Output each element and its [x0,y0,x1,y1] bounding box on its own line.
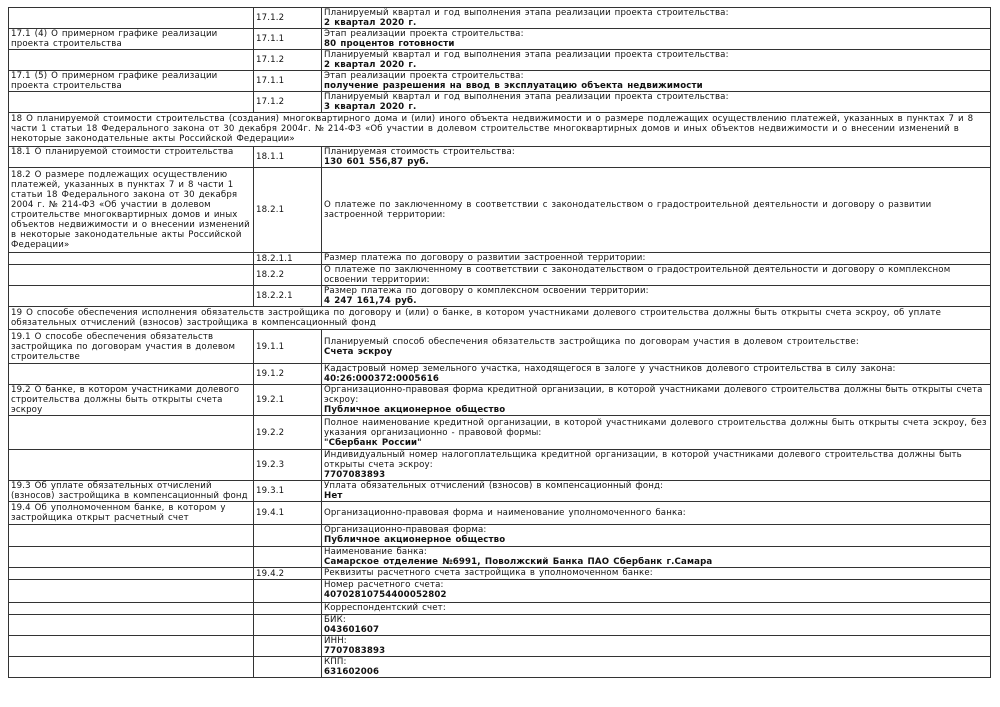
item-label: Корреспондентский счет: [324,603,446,613]
item-value: "Сбербанк России" [324,437,422,448]
section-title [9,615,254,636]
item-code: 19.2.3 [254,450,322,481]
section-title [9,265,254,286]
item-content [322,385,991,416]
item-label: Организационно-правовая форма: [324,525,487,535]
section-title [9,580,254,603]
item-label: Кадастровый номер земельного участка, находящегося в залоге у участников долевого строительства в силу закона: [324,364,896,374]
item-label: Организационно-правовая форма кредитной организации, в которой участниками долевого строительства должны быть открыты счета эскроу: [324,385,983,405]
item-content [322,450,991,481]
table-row [9,50,991,71]
table-row [9,416,991,450]
section-title [9,568,254,580]
table-row [9,525,991,547]
section-title: 17.1 (5) О примерном графике реализации проекта строительства [9,71,254,92]
item-content [322,92,991,113]
table-row [9,253,991,265]
item-code: 19.2.2 [254,416,322,450]
item-content [322,168,991,253]
item-content [322,50,991,71]
item-label: Номер расчетного счета: [324,580,444,590]
section-title [9,364,254,385]
item-content [322,29,991,50]
item-value: 2 квартал 2020 г. [324,18,417,28]
section-title [9,8,254,29]
item-value: 40702810754400052802 [324,590,447,600]
table-row [9,29,991,50]
item-code [254,636,322,657]
item-label: Планируемый квартал и год выполнения этапа реализации проекта строительства: [324,92,729,102]
section-title [9,657,254,678]
item-value: получение разрешения на ввод в эксплуатацию объекта недвижимости [324,81,703,91]
item-content [322,580,991,603]
item-code [254,657,322,678]
section-header-row [9,113,991,147]
section-header: 18 О планируемой стоимости строительства (создания) многоквартирного дома и (или) иного объекта недвижимости и о размере подлежащих осуществлению платежей, указанных в пунктах 7 и 8 части 1 статьи 18 Федерального закона от 30 декабря 2004г. № 214-ФЗ «Об участии в долевом строительстве многоквартирных домов и иных объектов недвижимости и о внесении изменений в некоторые законодательные акты Российской Федерации» [9,113,991,147]
item-content [322,568,991,580]
item-label: Организационно-правовая форма и наименование уполномоченного банка: [324,508,686,518]
item-code [254,525,322,547]
item-content [322,71,991,92]
table-row [9,265,991,286]
item-value: 80 процентов готовности [324,39,455,49]
item-label: Этап реализации проекта строительства: [324,71,524,81]
item-code: 18.2.2.1 [254,286,322,307]
item-code: 18.2.1.1 [254,253,322,265]
item-code: 19.4.1 [254,502,322,525]
section-header: 19 О способе обеспечения исполнения обязательств застройщика по договору и (или) о банке, в котором участниками долевого строительства должны быть открыты счета эскроу, об уплате обязательных отчислений (взносов) застройщика в компенсационный фонд [9,307,991,330]
section-title [9,603,254,615]
item-code: 17.1.2 [254,50,322,71]
section-title [9,450,254,481]
item-value: Публичное акционерное общество [324,535,506,545]
table-row [9,636,991,657]
item-code [254,580,322,603]
item-code: 18.1.1 [254,147,322,168]
item-label: О платеже по заключенному в соответствии с законодательством о градостроительной деятельности и договору о комплексном освоении территории: [324,265,951,285]
item-label: Этап реализации проекта строительства: [324,29,524,39]
table-row [9,502,991,525]
declaration-table [8,7,991,678]
table-row [9,481,991,502]
section-header-row [9,307,991,330]
item-code: 19.4.2 [254,568,322,580]
table-row [9,168,991,253]
item-content [322,525,991,547]
item-code: 17.1.2 [254,8,322,29]
table-row [9,580,991,603]
item-value: 4 247 161,74 руб. [324,296,417,306]
item-label: Планируемый способ обеспечения обязательств застройщика по договорам участия в долевом строительстве: [324,336,859,347]
item-content [322,364,991,385]
item-label: Реквизиты расчетного счета застройщика в уполномоченном банке: [324,568,653,578]
section-title [9,525,254,547]
item-value: Самарское отделение №6991, Поволжский Банка ПАО Сбербанк г.Самара [324,557,713,567]
section-title: 19.2 О банке, в котором участниками долевого строительства должны быть открыты счета эскроу [9,385,254,416]
item-code: 19.2.1 [254,385,322,416]
item-code [254,547,322,568]
item-value: 043601607 [324,625,380,635]
item-label: Индивидуальный номер налогоплательщика кредитной организации, в которой участниками долевого строительства должны быть открыты счета эскроу: [324,450,962,470]
item-content [322,502,991,525]
section-title [9,416,254,450]
item-value: 40:26:000372:0005616 [324,374,439,384]
item-content [322,481,991,502]
item-content [322,286,991,307]
item-label: КПП: [324,657,347,667]
table-row [9,450,991,481]
section-title [9,50,254,71]
item-content [322,147,991,168]
item-value: 631602006 [324,667,380,677]
item-code: 19.3.1 [254,481,322,502]
item-label: Полное наименование кредитной организации, в которой участниками долевого строительства должны быть открыты счета эскроу, без указания организационно - правовой формы: [324,417,987,438]
table-row [9,615,991,636]
item-code [254,603,322,615]
item-label: БИК: [324,615,346,625]
item-label: Размер платежа по договору о комплексном освоении территории: [324,286,649,296]
item-value: Нет [324,491,343,501]
section-title: 19.1 О способе обеспечения обязательств застройщика по договорам участия в долевом строительстве [9,330,254,364]
table-row [9,8,991,29]
section-title: 18.2 О размере подлежащих осуществлению платежей, указанных в пунктах 7 и 8 части 1 статьи 18 Федерального закона от 30 декабря 2004 г. № 214-ФЗ «Об участии в долевом строительстве многоквартирных домов и иных объектов недвижимости и о внесении изменений в некоторые законодательные акты Российской Федерации» [9,168,254,253]
item-content [322,8,991,29]
table-row [9,603,991,615]
section-title: 18.1 О планируемой стоимости строительства [9,147,254,168]
section-title [9,92,254,113]
item-content [322,330,991,364]
item-label: Наименование банка: [324,547,427,557]
item-value: 2 квартал 2020 г. [324,60,417,70]
item-code: 19.1.1 [254,330,322,364]
item-value: 3 квартал 2020 г. [324,102,417,112]
item-value: 130 601 556,87 руб. [324,157,429,167]
section-title [9,253,254,265]
table-row [9,364,991,385]
item-label: О платеже по заключенному в соответствии с законодательством о градостроительной деятельности и договору о развитии застроенной территории: [324,200,932,220]
item-code: 17.1.1 [254,71,322,92]
item-code: 18.2.2 [254,265,322,286]
section-title [9,547,254,568]
table-row [9,385,991,416]
item-value: Публичное акционерное общество [324,405,506,415]
item-label: Уплата обязательных отчислений (взносов) в компенсационный фонд: [324,481,664,491]
item-label: ИНН: [324,636,347,646]
item-value: 7707083893 [324,470,386,480]
section-title: 19.3 Об уплате обязательных отчислений (взносов) застройщика в компенсационный фонд [9,481,254,502]
item-content [322,416,991,450]
item-code: 19.1.2 [254,364,322,385]
table-row [9,286,991,307]
table-row [9,92,991,113]
item-code: 17.1.2 [254,92,322,113]
item-content [322,603,991,615]
item-label: Планируемая стоимость строительства: [324,147,515,157]
declaration-table-body [9,8,991,678]
item-content [322,265,991,286]
item-code [254,615,322,636]
item-value: 7707083893 [324,646,386,656]
table-row [9,547,991,568]
section-title: 19.4 Об уполномоченном банке, в котором у застройщика открыт расчетный счет [9,502,254,525]
table-row [9,568,991,580]
item-code: 18.2.1 [254,168,322,253]
item-content [322,636,991,657]
table-row [9,71,991,92]
item-content [322,253,991,265]
item-value: Счета эскроу [324,346,393,357]
item-content [322,657,991,678]
item-content [322,547,991,568]
item-label: Планируемый квартал и год выполнения этапа реализации проекта строительства: [324,50,729,60]
item-label: Планируемый квартал и год выполнения этапа реализации проекта строительства: [324,8,729,18]
section-title [9,636,254,657]
item-label: Размер платежа по договору о развитии застроенной территории: [324,253,646,263]
section-title: 17.1 (4) О примерном графике реализации проекта строительства [9,29,254,50]
table-row [9,147,991,168]
item-content [322,615,991,636]
section-title [9,286,254,307]
item-code: 17.1.1 [254,29,322,50]
table-row [9,330,991,364]
table-row [9,657,991,678]
